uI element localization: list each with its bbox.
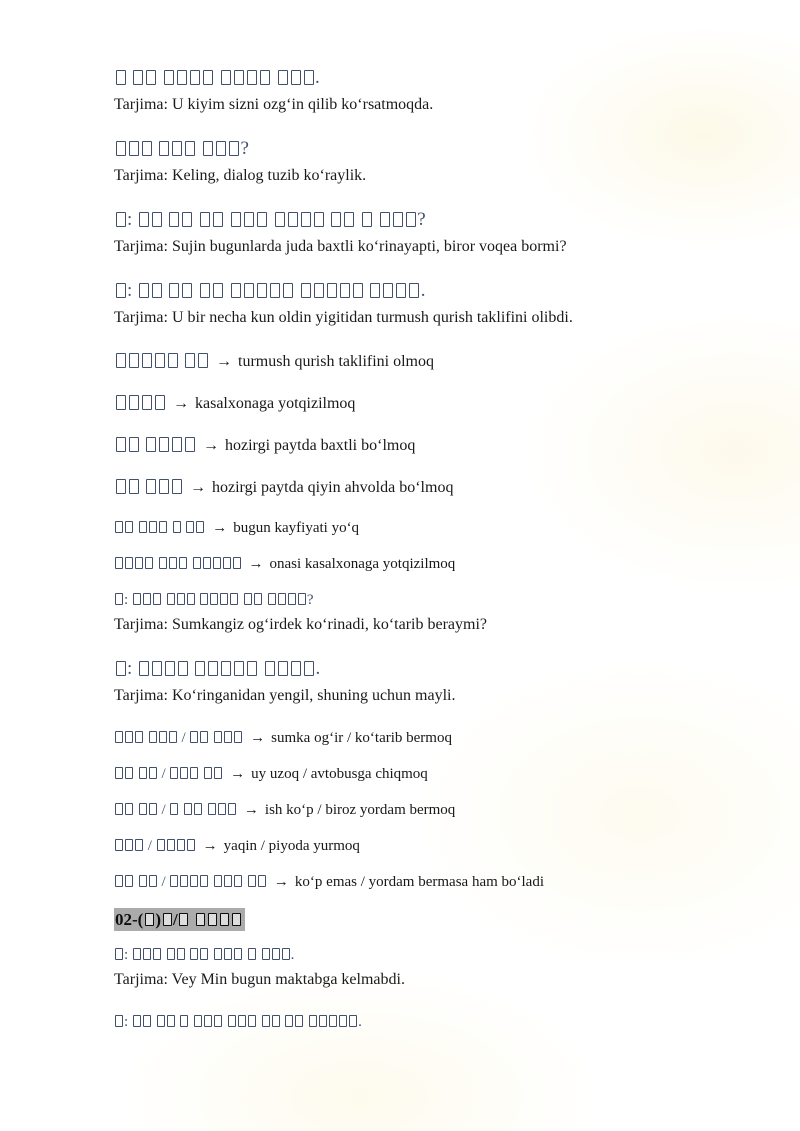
- missing-glyph-box: [262, 948, 270, 960]
- missing-glyph-box: [282, 948, 290, 960]
- missing-glyph-box: [214, 875, 222, 887]
- missing-glyph-box: [231, 212, 241, 227]
- missing-glyph-box: [224, 731, 232, 743]
- missing-glyph-box: [190, 731, 198, 743]
- missing-glyph-box: [125, 875, 133, 887]
- missing-glyph-box: [353, 283, 363, 298]
- missing-glyph-box: [125, 839, 133, 851]
- missing-glyph-box: [139, 521, 147, 533]
- missing-glyph-box: [135, 557, 143, 569]
- missing-glyph-box: [329, 1015, 337, 1027]
- missing-glyph-box: [115, 593, 123, 605]
- missing-glyph-box: [190, 767, 198, 779]
- vocab-translation: yaqin / piyoda yurmoq: [223, 838, 360, 854]
- arrow-icon: →: [173, 395, 189, 412]
- missing-glyph-box: [409, 283, 419, 298]
- vocab-translation: hozirgi paytda qiyin ahvolda bo‘lmoq: [212, 479, 454, 496]
- missing-glyph-box: [149, 731, 157, 743]
- missing-glyph-box: [349, 1015, 357, 1027]
- vocab-item: [114, 434, 740, 458]
- missing-glyph-box: [139, 875, 147, 887]
- missing-glyph-box: [196, 521, 204, 533]
- missing-glyph-box: [247, 70, 257, 85]
- missing-glyph-box: [340, 283, 350, 298]
- missing-glyph-box: [224, 948, 232, 960]
- missing-glyph-box: [159, 521, 167, 533]
- missing-glyph-box: [115, 767, 123, 779]
- arrow-icon: →: [216, 353, 232, 370]
- missing-glyph-box: [275, 212, 285, 227]
- missing-glyph-box: [116, 141, 126, 156]
- missing-glyph-box: [272, 948, 280, 960]
- missing-glyph-box: [152, 212, 162, 227]
- missing-glyph-box: [393, 212, 403, 227]
- missing-glyph-box: [278, 661, 288, 676]
- missing-glyph-box: [257, 283, 267, 298]
- missing-glyph-box: [278, 70, 288, 85]
- missing-glyph-box: [304, 661, 314, 676]
- vocab-korean: /: [114, 874, 267, 890]
- missing-glyph-box: [272, 1015, 280, 1027]
- missing-glyph-box: [177, 593, 185, 605]
- arrow-icon: →: [248, 556, 264, 572]
- vocab-translation: uy uzoq / avtobusga chiqmoq: [251, 766, 428, 782]
- missing-glyph-box: [285, 1015, 293, 1027]
- missing-glyph-box: [344, 212, 354, 227]
- missing-glyph-box: [133, 593, 141, 605]
- missing-glyph-box: [234, 875, 242, 887]
- missing-glyph-box: [186, 521, 194, 533]
- missing-glyph-box: [230, 593, 238, 605]
- missing-glyph-box: [139, 212, 149, 227]
- missing-glyph-box: [169, 212, 179, 227]
- missing-glyph-box: [216, 141, 226, 156]
- missing-glyph-box: [149, 521, 157, 533]
- missing-glyph-box: [143, 948, 151, 960]
- missing-glyph-box: [115, 875, 123, 887]
- missing-glyph-box: [198, 353, 208, 368]
- missing-glyph-box: [314, 212, 324, 227]
- missing-glyph-box: [295, 1015, 303, 1027]
- missing-glyph-box: [258, 875, 266, 887]
- missing-glyph-box: [370, 283, 380, 298]
- missing-glyph-box: [135, 731, 143, 743]
- missing-glyph-box: [204, 1015, 212, 1027]
- missing-glyph-box: [155, 353, 165, 368]
- missing-glyph-box: [234, 661, 244, 676]
- missing-glyph-box: [265, 661, 275, 676]
- vocab-korean: /: [114, 730, 243, 746]
- vocab-translation: hozirgi paytda baxtli bo‘lmoq: [225, 437, 416, 454]
- arrow-icon: →: [190, 479, 206, 496]
- missing-glyph-box: [254, 593, 262, 605]
- missing-glyph-box: [129, 437, 139, 452]
- missing-glyph-box: [224, 875, 232, 887]
- vocab-translation: sumka og‘ir / ko‘tarib bermoq: [271, 730, 452, 746]
- vocab-item: [114, 764, 740, 784]
- missing-glyph-box: [139, 803, 147, 815]
- missing-glyph-box: [196, 913, 205, 926]
- missing-glyph-box: [153, 948, 161, 960]
- vocab-translation: bugun kayfiyati yo‘q: [233, 520, 360, 536]
- missing-glyph-box: [204, 767, 212, 779]
- korean-sentence: : ?: [114, 208, 740, 232]
- missing-glyph-box: [143, 1015, 151, 1027]
- missing-glyph-box: [168, 353, 178, 368]
- missing-glyph-box: [288, 593, 296, 605]
- vocab-item: [114, 476, 740, 500]
- missing-glyph-box: [314, 283, 324, 298]
- arrow-icon: →: [212, 520, 228, 536]
- missing-glyph-box: [125, 557, 133, 569]
- missing-glyph-box: [187, 839, 195, 851]
- missing-glyph-box: [193, 557, 201, 569]
- missing-glyph-box: [116, 479, 126, 494]
- missing-glyph-box: [159, 557, 167, 569]
- korean-sentence: ?: [114, 137, 740, 161]
- missing-glyph-box: [172, 479, 182, 494]
- missing-glyph-box: [115, 1015, 123, 1027]
- missing-glyph-box: [228, 803, 236, 815]
- missing-glyph-box: [152, 283, 162, 298]
- missing-glyph-box: [327, 283, 337, 298]
- missing-glyph-box: [173, 521, 181, 533]
- missing-glyph-box: [146, 437, 156, 452]
- translation-line: Tarjima: Keling, dialog tuzib ko‘raylik.: [114, 167, 367, 184]
- missing-glyph-box: [180, 875, 188, 887]
- missing-glyph-box: [182, 212, 192, 227]
- missing-glyph-box: [383, 283, 393, 298]
- missing-glyph-box: [248, 875, 256, 887]
- missing-glyph-box: [234, 70, 244, 85]
- missing-glyph-box: [214, 1015, 222, 1027]
- missing-glyph-box: [167, 1015, 175, 1027]
- missing-glyph-box: [179, 913, 188, 926]
- arrow-icon: →: [203, 437, 219, 454]
- missing-glyph-box: [213, 212, 223, 227]
- missing-glyph-box: [116, 353, 126, 368]
- missing-glyph-box: [129, 141, 139, 156]
- missing-glyph-box: [234, 731, 242, 743]
- missing-glyph-box: [194, 803, 202, 815]
- translation-line: Tarjima: U bir necha kun oldin yigitidan turmush qurish taklifini olibdi.: [114, 309, 573, 326]
- missing-glyph-box: [406, 212, 416, 227]
- missing-glyph-box: [145, 913, 154, 926]
- missing-glyph-box: [159, 141, 169, 156]
- missing-glyph-box: [208, 661, 218, 676]
- missing-glyph-box: [169, 557, 177, 569]
- missing-glyph-box: [139, 767, 147, 779]
- arrow-icon: →: [243, 802, 259, 818]
- missing-glyph-box: [142, 353, 152, 368]
- missing-glyph-box: [135, 839, 143, 851]
- missing-glyph-box: [200, 875, 208, 887]
- missing-glyph-box: [125, 767, 133, 779]
- section-header-highlight: 02-( ) /: [114, 908, 245, 931]
- missing-glyph-box: [159, 437, 169, 452]
- missing-glyph-box: [380, 212, 390, 227]
- arrow-icon: →: [202, 838, 218, 854]
- translation-line: Tarjima: Sumkangiz og‘irdek ko‘rinadi, ko‘tarib beraymi?: [114, 616, 487, 633]
- korean-sentence: : .: [114, 945, 740, 965]
- missing-glyph-box: [218, 803, 226, 815]
- vocab-translation: turmush qurish taklifini olmoq: [238, 353, 434, 370]
- missing-glyph-box: [157, 839, 165, 851]
- missing-glyph-box: [170, 875, 178, 887]
- missing-glyph-box: [116, 212, 126, 227]
- missing-glyph-box: [210, 593, 218, 605]
- vocab-item: [114, 554, 740, 574]
- missing-glyph-box: [213, 557, 221, 569]
- missing-glyph-box: [262, 1015, 270, 1027]
- missing-glyph-box: [268, 593, 276, 605]
- missing-glyph-box: [339, 1015, 347, 1027]
- arrow-icon: →: [273, 874, 289, 890]
- vocab-translation: kasalxonaga yotqizilmoq: [195, 395, 356, 412]
- missing-glyph-box: [180, 1015, 188, 1027]
- vocab-korean: [114, 353, 209, 370]
- missing-glyph-box: [200, 283, 210, 298]
- missing-glyph-box: [116, 70, 126, 85]
- missing-glyph-box: [170, 767, 178, 779]
- missing-glyph-box: [172, 141, 182, 156]
- missing-glyph-box: [146, 70, 156, 85]
- vocab-item: [114, 836, 740, 856]
- missing-glyph-box: [167, 593, 175, 605]
- missing-glyph-box: [116, 283, 126, 298]
- missing-glyph-box: [220, 593, 228, 605]
- missing-glyph-box: [116, 661, 126, 676]
- missing-glyph-box: [125, 803, 133, 815]
- missing-glyph-box: [157, 1015, 165, 1027]
- missing-glyph-box: [179, 557, 187, 569]
- missing-glyph-box: [125, 731, 133, 743]
- korean-sentence: : .: [114, 1012, 740, 1032]
- missing-glyph-box: [190, 948, 198, 960]
- missing-glyph-box: [190, 70, 200, 85]
- missing-glyph-box: [155, 395, 165, 410]
- missing-glyph-box: [194, 1015, 202, 1027]
- missing-glyph-box: [142, 141, 152, 156]
- missing-glyph-box: [115, 839, 123, 851]
- missing-glyph-box: [233, 557, 241, 569]
- missing-glyph-box: [291, 661, 301, 676]
- vocab-korean: /: [114, 802, 237, 818]
- vocab-item: [114, 518, 740, 538]
- missing-glyph-box: [213, 283, 223, 298]
- missing-glyph-box: [180, 767, 188, 779]
- missing-glyph-box: [301, 283, 311, 298]
- missing-glyph-box: [164, 70, 174, 85]
- missing-glyph-box: [133, 1015, 141, 1027]
- missing-glyph-box: [115, 521, 123, 533]
- missing-glyph-box: [200, 593, 208, 605]
- arrow-icon: →: [250, 730, 266, 746]
- missing-glyph-box: [129, 353, 139, 368]
- korean-sentence: : ?: [114, 590, 740, 610]
- korean-sentence: : .: [114, 657, 740, 681]
- missing-glyph-box: [115, 731, 123, 743]
- missing-glyph-box: [203, 70, 213, 85]
- missing-glyph-box: [319, 1015, 327, 1027]
- missing-glyph-box: [214, 731, 222, 743]
- missing-glyph-box: [220, 913, 229, 926]
- missing-glyph-box: [190, 875, 198, 887]
- missing-glyph-box: [238, 1015, 246, 1027]
- missing-glyph-box: [248, 948, 256, 960]
- missing-glyph-box: [129, 479, 139, 494]
- korean-sentence: .: [114, 66, 740, 90]
- missing-glyph-box: [221, 661, 231, 676]
- missing-glyph-box: [270, 283, 280, 298]
- missing-glyph-box: [129, 395, 139, 410]
- missing-glyph-box: [152, 661, 162, 676]
- missing-glyph-box: [331, 212, 341, 227]
- missing-glyph-box: [232, 913, 241, 926]
- missing-glyph-box: [247, 661, 257, 676]
- missing-glyph-box: [115, 557, 123, 569]
- missing-glyph-box: [187, 593, 195, 605]
- missing-glyph-box: [177, 839, 185, 851]
- missing-glyph-box: [195, 661, 205, 676]
- missing-glyph-box: [159, 479, 169, 494]
- missing-glyph-box: [143, 593, 151, 605]
- missing-glyph-box: [133, 70, 143, 85]
- missing-glyph-box: [169, 283, 179, 298]
- vocab-translation: ish ko‘p / biroz yordam bermoq: [264, 802, 456, 818]
- vocab-korean: /: [114, 838, 196, 854]
- missing-glyph-box: [278, 593, 286, 605]
- vocab-translation: onasi kasalxonaga yotqizilmoq: [269, 556, 456, 572]
- missing-glyph-box: [234, 948, 242, 960]
- missing-glyph-box: [149, 803, 157, 815]
- arrow-icon: →: [230, 766, 246, 782]
- missing-glyph-box: [304, 70, 314, 85]
- vocab-korean: [114, 520, 205, 536]
- missing-glyph-box: [214, 948, 222, 960]
- missing-glyph-box: [283, 283, 293, 298]
- missing-glyph-box: [185, 141, 195, 156]
- missing-glyph-box: [185, 353, 195, 368]
- missing-glyph-box: [200, 212, 210, 227]
- missing-glyph-box: [214, 767, 222, 779]
- translation-line: Tarjima: Sujin bugunlarda juda baxtli ko‘rinayapti, biror voqea bormi?: [114, 238, 567, 255]
- missing-glyph-box: [170, 803, 178, 815]
- missing-glyph-box: [208, 913, 217, 926]
- vocab-item: [114, 872, 740, 892]
- vocab-item: [114, 728, 740, 748]
- missing-glyph-box: [362, 212, 372, 227]
- missing-glyph-box: [172, 437, 182, 452]
- missing-glyph-box: [221, 70, 231, 85]
- missing-glyph-box: [159, 731, 167, 743]
- vocab-korean: [114, 556, 242, 572]
- missing-glyph-box: [177, 70, 187, 85]
- missing-glyph-box: [298, 593, 306, 605]
- missing-glyph-box: [257, 212, 267, 227]
- vocab-korean: [114, 479, 183, 496]
- missing-glyph-box: [309, 1015, 317, 1027]
- missing-glyph-box: [142, 395, 152, 410]
- missing-glyph-box: [115, 948, 123, 960]
- vocab-item: [114, 800, 740, 820]
- missing-glyph-box: [288, 212, 298, 227]
- vocab-item: [114, 392, 740, 416]
- vocab-korean: /: [114, 766, 223, 782]
- missing-glyph-box: [116, 395, 126, 410]
- missing-glyph-box: [146, 479, 156, 494]
- missing-glyph-box: [145, 557, 153, 569]
- missing-glyph-box: [260, 70, 270, 85]
- missing-glyph-box: [244, 212, 254, 227]
- missing-glyph-box: [167, 839, 175, 851]
- missing-glyph-box: [185, 437, 195, 452]
- translation-line: Tarjima: U kiyim sizni ozg‘in qilib ko‘rsatmoqda.: [114, 96, 434, 113]
- missing-glyph-box: [228, 1015, 236, 1027]
- missing-glyph-box: [133, 948, 141, 960]
- missing-glyph-box: [163, 913, 172, 926]
- missing-glyph-box: [248, 1015, 256, 1027]
- missing-glyph-box: [116, 437, 126, 452]
- missing-glyph-box: [223, 557, 231, 569]
- missing-glyph-box: [203, 557, 211, 569]
- missing-glyph-box: [244, 283, 254, 298]
- missing-glyph-box: [167, 948, 175, 960]
- missing-glyph-box: [231, 283, 241, 298]
- vocab-korean: [114, 437, 196, 454]
- vocab-translation: ko‘p emas / yordam bermasa ham bo‘ladi: [294, 874, 545, 890]
- missing-glyph-box: [184, 803, 192, 815]
- section-header: [114, 908, 740, 932]
- vocab-korean: [114, 395, 166, 412]
- missing-glyph-box: [301, 212, 311, 227]
- missing-glyph-box: [200, 731, 208, 743]
- missing-glyph-box: [177, 948, 185, 960]
- missing-glyph-box: [149, 767, 157, 779]
- missing-glyph-box: [139, 661, 149, 676]
- missing-glyph-box: [139, 283, 149, 298]
- missing-glyph-box: [169, 731, 177, 743]
- vocab-item: [114, 350, 740, 374]
- missing-glyph-box: [149, 875, 157, 887]
- korean-sentence: : .: [114, 279, 740, 303]
- missing-glyph-box: [165, 661, 175, 676]
- missing-glyph-box: [115, 803, 123, 815]
- missing-glyph-box: [178, 661, 188, 676]
- missing-glyph-box: [229, 141, 239, 156]
- missing-glyph-box: [125, 521, 133, 533]
- missing-glyph-box: [244, 593, 252, 605]
- missing-glyph-box: [182, 283, 192, 298]
- missing-glyph-box: [203, 141, 213, 156]
- missing-glyph-box: [291, 70, 301, 85]
- missing-glyph-box: [208, 803, 216, 815]
- translation-line: Tarjima: Vey Min bugun maktabga kelmabdi.: [114, 971, 405, 988]
- missing-glyph-box: [396, 283, 406, 298]
- translation-line: Tarjima: Ko‘ringanidan yengil, shuning uchun mayli.: [114, 687, 456, 704]
- missing-glyph-box: [153, 593, 161, 605]
- missing-glyph-box: [200, 948, 208, 960]
